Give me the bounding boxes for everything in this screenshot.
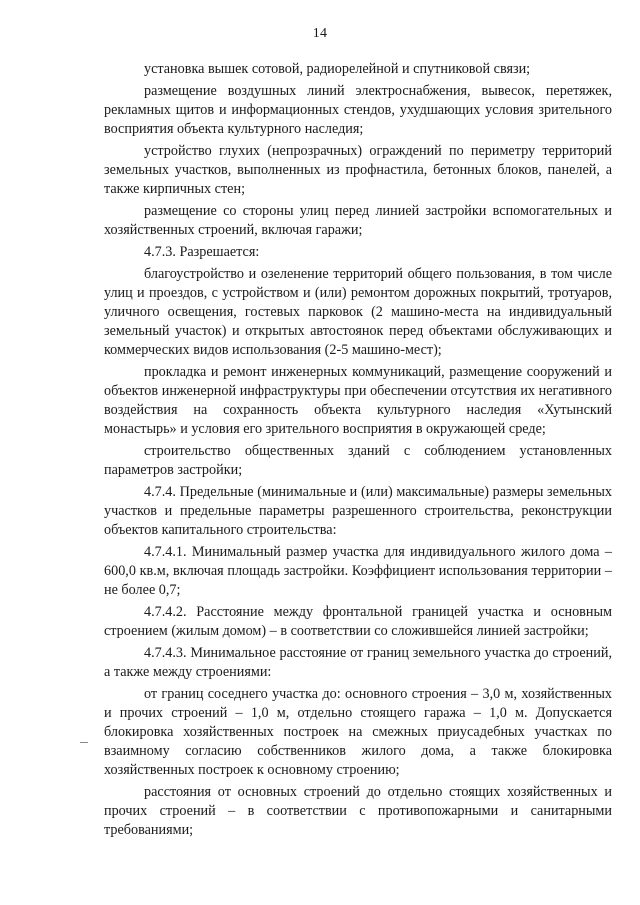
clause-4-7-4-2: 4.7.4.2. Расстояние между фронтальной границей участка и основным строением (жилым домом) – в соответствии со сложившейся линией застройки; <box>104 604 612 639</box>
paragraph-distances-between-buildings: расстояния от основных строений до отдельно стоящих хозяйственных и прочих строений – в соответствии с противопожарными и санитарными требованиями; <box>104 784 612 838</box>
scan-margin-mark <box>80 742 88 743</box>
clause-4-7-4-3: 4.7.4.3. Минимальное расстояние от границ земельного участка до строений, а также между строениями: <box>104 645 612 680</box>
paragraph-prohibited-fences: устройство глухих (непрозрачных) ограждений по периметру территорий земельных участков, выполненных из профнастила, бетонных блоков, панелей, а также кирпичных стен; <box>104 143 612 197</box>
section-heading-4-7-3: 4.7.3. Разрешается: <box>144 244 260 260</box>
page-number: 14 <box>312 26 328 41</box>
section-heading-4-7-4: 4.7.4. Предельные (минимальные и (или) максимальные) размеры земельных участков и предельные параметры разрешенного строительства, реконструкции объектов капитального строительства: <box>104 484 612 538</box>
document-body <box>104 60 612 840</box>
clause-4-7-4-1: 4.7.4.1. Минимальный размер участка для индивидуального жилого дома – 600,0 кв.м, включая площадь застройки. Коэффициент использования территории – не более 0,7; <box>104 544 612 598</box>
paragraph-prohibited-street-buildings: размещение со стороны улиц перед линией застройки вспомогательных и хозяйственных строений, включая гаражи; <box>104 203 612 238</box>
paragraph-allowed-public-buildings: строительство общественных зданий с соблюдением установленных параметров застройки; <box>104 443 612 478</box>
paragraph-allowed-landscaping: благоустройство и озеленение территорий общего пользования, в том числе улиц и проездов, с устройством и (или) ремонтом дорожных покрытий, тротуаров, уличного освещения, гостевых парковок (2 машино-места на индивидуальный земельный участок) и открытых автостоянок перед объектами обслуживающих и коммерческих видов использования (2-5 машино-мест); <box>104 266 612 358</box>
paragraph-distances-from-boundary: от границ соседнего участка до: основного строения – 3,0 м, хозяйственных и прочих строений – 1,0 м, отдельно стоящего гаража – 1,0 м. Допускается блокировка хозяйственных построек на смежных приусадебных участках по взаимному согласию собственников жилого дома, а также блокировка хозяйственных построек к основному строению; <box>104 686 612 778</box>
paragraph-prohibited-overhead-lines: размещение воздушных линий электроснабжения, вывесок, перетяжек, рекламных щитов и информационных стендов, ухудшающих условия зрительного восприятия объекта культурного наследия; <box>104 83 612 137</box>
paragraph-prohibited-towers: установка вышек сотовой, радиорелейной и спутниковой связи; <box>144 61 531 77</box>
paragraph-allowed-utilities: прокладка и ремонт инженерных коммуникаций, размещение сооружений и объектов инженерной инфраструктуры при обеспечении отсутствия их негативного воздействия на сохранность объекта культурного наследия «Хутынский монастырь» и условия его зрительного восприятия в окружающей среде; <box>104 364 612 437</box>
